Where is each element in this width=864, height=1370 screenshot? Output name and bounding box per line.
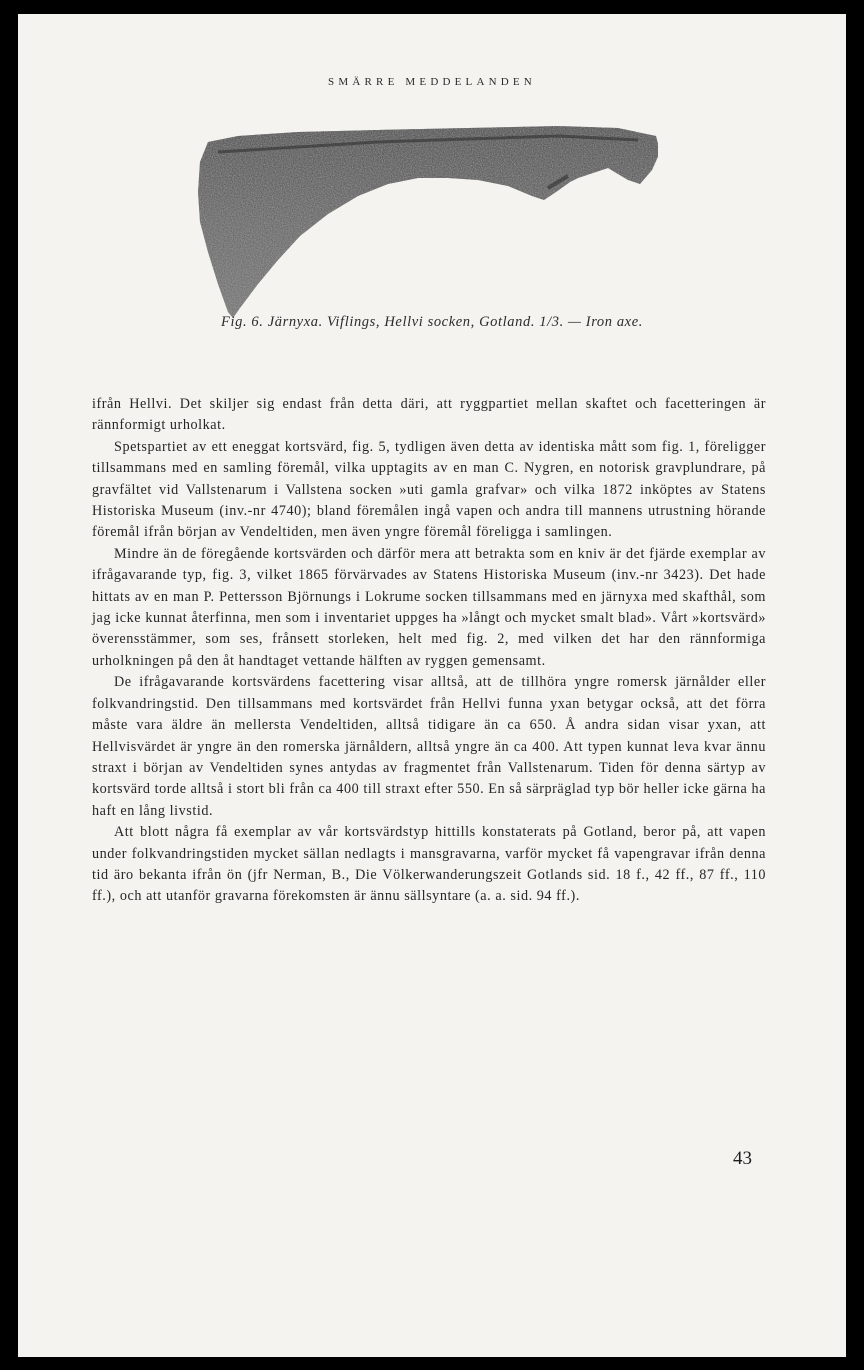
paragraph-3: Mindre än de föregående kortsvärden och därför mera att betrakta som en kniv är det fjärde exemplar av ifrågavarande typ, fig. 3, vilket 1865 förvärvades av Statens Historiska Museum (inv.-nr 3423). Det hade hittats av en man P. Pettersson Björnungs i Lokrume socken tillsammans med en järnyxa med skafthål, som jag icke kunnat återfinna, men som i inventariet uppges ha »långt och mycket smalt blad». Vårt »kortsvärd» överensstämmer, som ses, frånsett storleken, helt med fig. 2, med vilken det har den rännformiga urholkningen på den åt handtaget vettande hälften av ryggen gemensamt. (92, 545, 766, 669)
figure-caption: Fig. 6. Järnyxa. Viflings, Hellvi socken, Gotland. 1/3. — Iron axe. (221, 314, 643, 330)
paragraph-2: Spetspartiet av ett eneggat kortsvärd, fig. 5, tydligen även detta av identiska mått som fig. 1, föreligger tillsammans med en samling föremål, vilka upptagits av en man C. Nygren, en notorisk gravplundrare, på gravfältet vid Vallstenarum i Vallstena socken »uti gamla grafvar» och vilka 1872 inköptes av Statens Historiska Museum (inv.-nr 4740); bland föremålen ingå vapen och andra till mannens utrustning hörande föremål ifrån början av Vendeltiden, men även yngre föremål föreligga i samlingen. (92, 438, 766, 541)
iron-axe-photo (178, 112, 658, 322)
iron-axe-figure (178, 112, 658, 322)
page-number: 43 (733, 1148, 752, 1169)
running-head: SMÄRRE MEDDELANDEN (328, 76, 536, 88)
body-text (92, 394, 766, 908)
book-page (18, 14, 846, 1357)
paragraph-5: Att blott några få exemplar av vår kortsvärdstyp hittills konstaterats på Gotland, beror på, att vapen under folkvandringstiden mycket sällan nedlagts i mansgravarna, varför mycket få vapengravar ifrån denna tid äro bekanta ifrån ön (jfr Nerman, B., Die Völkerwanderungszeit Gotlands sid. 18 f., 42 ff., 87 ff., 110 ff.), och att utanför gravarna förekomsten är ännu sällsyntare (a. a. sid. 94 ff.). (92, 824, 766, 905)
paragraph-4: De ifrågavarande kortsvärdens facettering visar alltså, att de tillhöra yngre romersk järnålder eller folkvandringstid. Den tillsammans med kortsvärdet från Hellvi funna yxan betygar också, att det förra måste vara äldre än mellersta Vendeltiden, alltså tidigare än ca 650. Å andra sidan visar yxan, att Hellvisvärdet är yngre än den romerska järnåldern, alltså yngre än ca 400. Att typen kunnat leva kvar ännu straxt i början av Vendeltiden synes antydas av fragmentet från Vallstenarum. Tiden för denna särtyp av kortsvärd torde alltså i stort bli från ca 400 till straxt efter 550. En så särpräglad typ bör heller icke gärna ha haft en lång livstid. (92, 674, 766, 819)
paragraph-1: ifrån Hellvi. Det skiljer sig endast från detta däri, att ryggpartiet mellan skaftet och facetteringen är rännformigt urholkat. (92, 396, 766, 434)
